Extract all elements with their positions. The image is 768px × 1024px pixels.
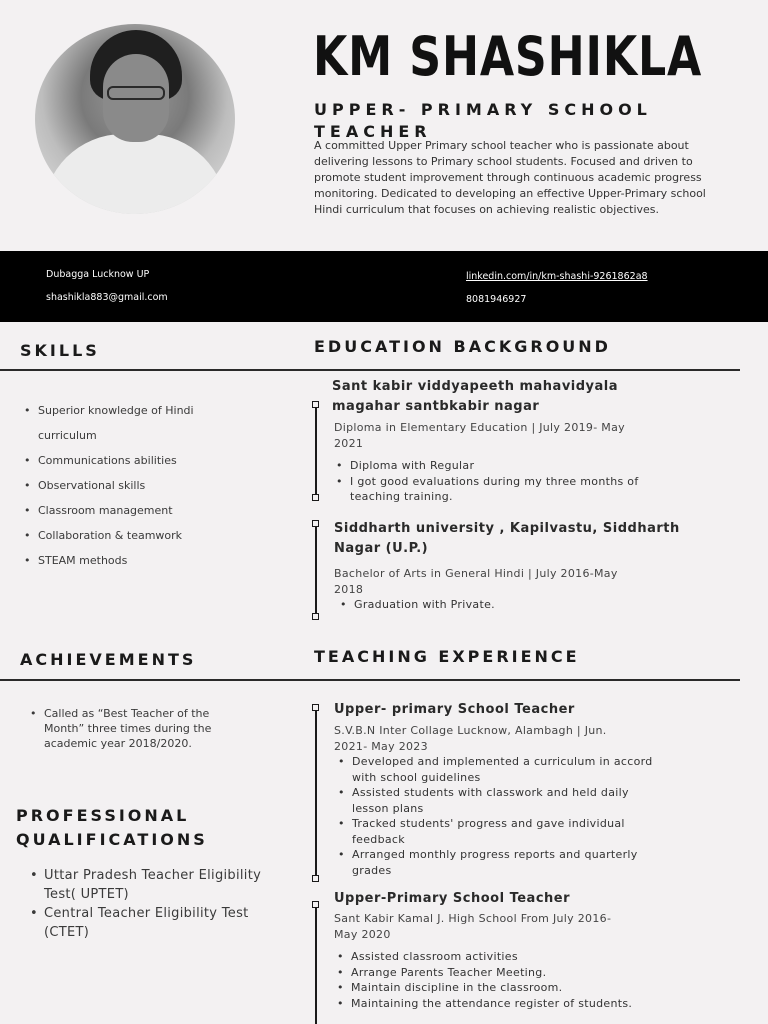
list-item: • Maintain discipline in the classroom. (337, 980, 667, 996)
list-item: • I got good evaluations during my three months of teaching training. (336, 474, 666, 505)
list-item: • Developed and implemented a curriculum in accord with school guidelines (338, 754, 658, 785)
list-item: • Superior knowledge of Hindi curriculum (24, 398, 234, 448)
education-institution: Siddharth university , Kapilvastu, Siddharth Nagar (U.P.) (334, 521, 680, 556)
list-item: • Uttar Pradesh Teacher Eligibility Test( UPTET) (30, 866, 280, 904)
timeline-line (315, 524, 317, 616)
qualifications-list (30, 866, 280, 942)
skills-heading: SKILLS (20, 341, 100, 360)
education-institution: Sant kabir viddyapeeth mahavidyala magahar santbkabir nagar (332, 379, 619, 414)
timeline-node (312, 613, 319, 620)
experience-title: Upper-Primary School Teacher (334, 891, 571, 906)
list-item: • Diploma with Regular (336, 458, 666, 474)
experience-detail: S.V.B.N Inter Collage Lucknow, Alambagh | Jun. 2021- May 2023 (334, 724, 607, 753)
list-item: • Arrange Parents Teacher Meeting. (337, 965, 667, 981)
photo-scarf (43, 134, 227, 214)
list-item: • Communications abilities (24, 448, 234, 473)
candidate-role: UPPER- PRIMARY SCHOOL TEACHER (314, 100, 652, 141)
contact-phone: 8081946927 (466, 294, 527, 305)
list-item: • Tracked students' progress and gave individual feedback (338, 816, 658, 847)
education-heading: EDUCATION BACKGROUND (314, 337, 611, 356)
divider-skills (0, 369, 740, 371)
timeline-node (312, 494, 319, 501)
qualifications-heading: PROFESSIONAL QUALIFICATIONS (16, 806, 208, 849)
contact-email[interactable]: shashikla883@gmail.com (46, 292, 168, 303)
profile-photo (35, 24, 235, 214)
education-points (336, 458, 666, 505)
experience-heading: TEACHING EXPERIENCE (314, 647, 580, 666)
list-item: • Assisted students with classwork and held daily lesson plans (338, 785, 658, 816)
experience-points (338, 754, 658, 878)
list-item: • Observational skills (24, 473, 234, 498)
profile-summary: A committed Upper Primary school teacher who is passionate about delivering lessons to Primary school students. Focused and driven to promote student improvement through continuous academic progress monitoring. Dedicated to developing an effective Upper-Primary school Hindi curriculum that focuses on achieving realistic objectives. (314, 139, 706, 216)
list-item: • Classroom management (24, 498, 234, 523)
education-detail: Diploma in Elementary Education | July 2019- May 2021 (334, 421, 625, 450)
list-item: • Central Teacher Eligibility Test (CTET) (30, 904, 280, 942)
photo-glasses (107, 86, 165, 100)
achievements-heading: ACHIEVEMENTS (20, 650, 197, 669)
experience-detail: Sant Kabir Kamal J. High School From July 2016- May 2020 (334, 912, 612, 941)
experience-title: Upper- primary School Teacher (334, 702, 575, 717)
list-item: • STEAM methods (24, 548, 234, 573)
timeline-node (312, 901, 319, 908)
list-item: • Called as “Best Teacher of the Month” three times during the academic year 2018/2020. (30, 706, 235, 751)
candidate-name: KM SHASHIKLA (313, 25, 703, 88)
contact-linkedin-link[interactable]: linkedin.com/in/km-shashi-9261862a8 (466, 271, 648, 282)
skills-list (24, 398, 234, 573)
contact-bar (0, 251, 768, 322)
timeline-node (312, 704, 319, 711)
list-item: • Arranged monthly progress reports and quarterly grades (338, 847, 658, 878)
timeline-line (315, 708, 317, 878)
education-detail: Bachelor of Arts in General Hindi | July 2016-May 2018 (334, 567, 618, 596)
list-item: • Maintaining the attendance register of students. (337, 996, 667, 1012)
list-item: • Assisted classroom activities (337, 949, 667, 965)
list-item: • Graduation with Private. (340, 597, 660, 613)
experience-points (337, 949, 667, 1011)
timeline-node (312, 875, 319, 882)
timeline-node (312, 520, 319, 527)
contact-address: Dubagga Lucknow UP (46, 269, 150, 280)
timeline-line (315, 405, 317, 497)
divider-achievements (0, 679, 740, 681)
timeline-line (315, 905, 317, 1024)
education-points (340, 597, 660, 613)
list-item: • Collaboration & teamwork (24, 523, 234, 548)
achievements-list (30, 706, 235, 751)
timeline-node (312, 401, 319, 408)
